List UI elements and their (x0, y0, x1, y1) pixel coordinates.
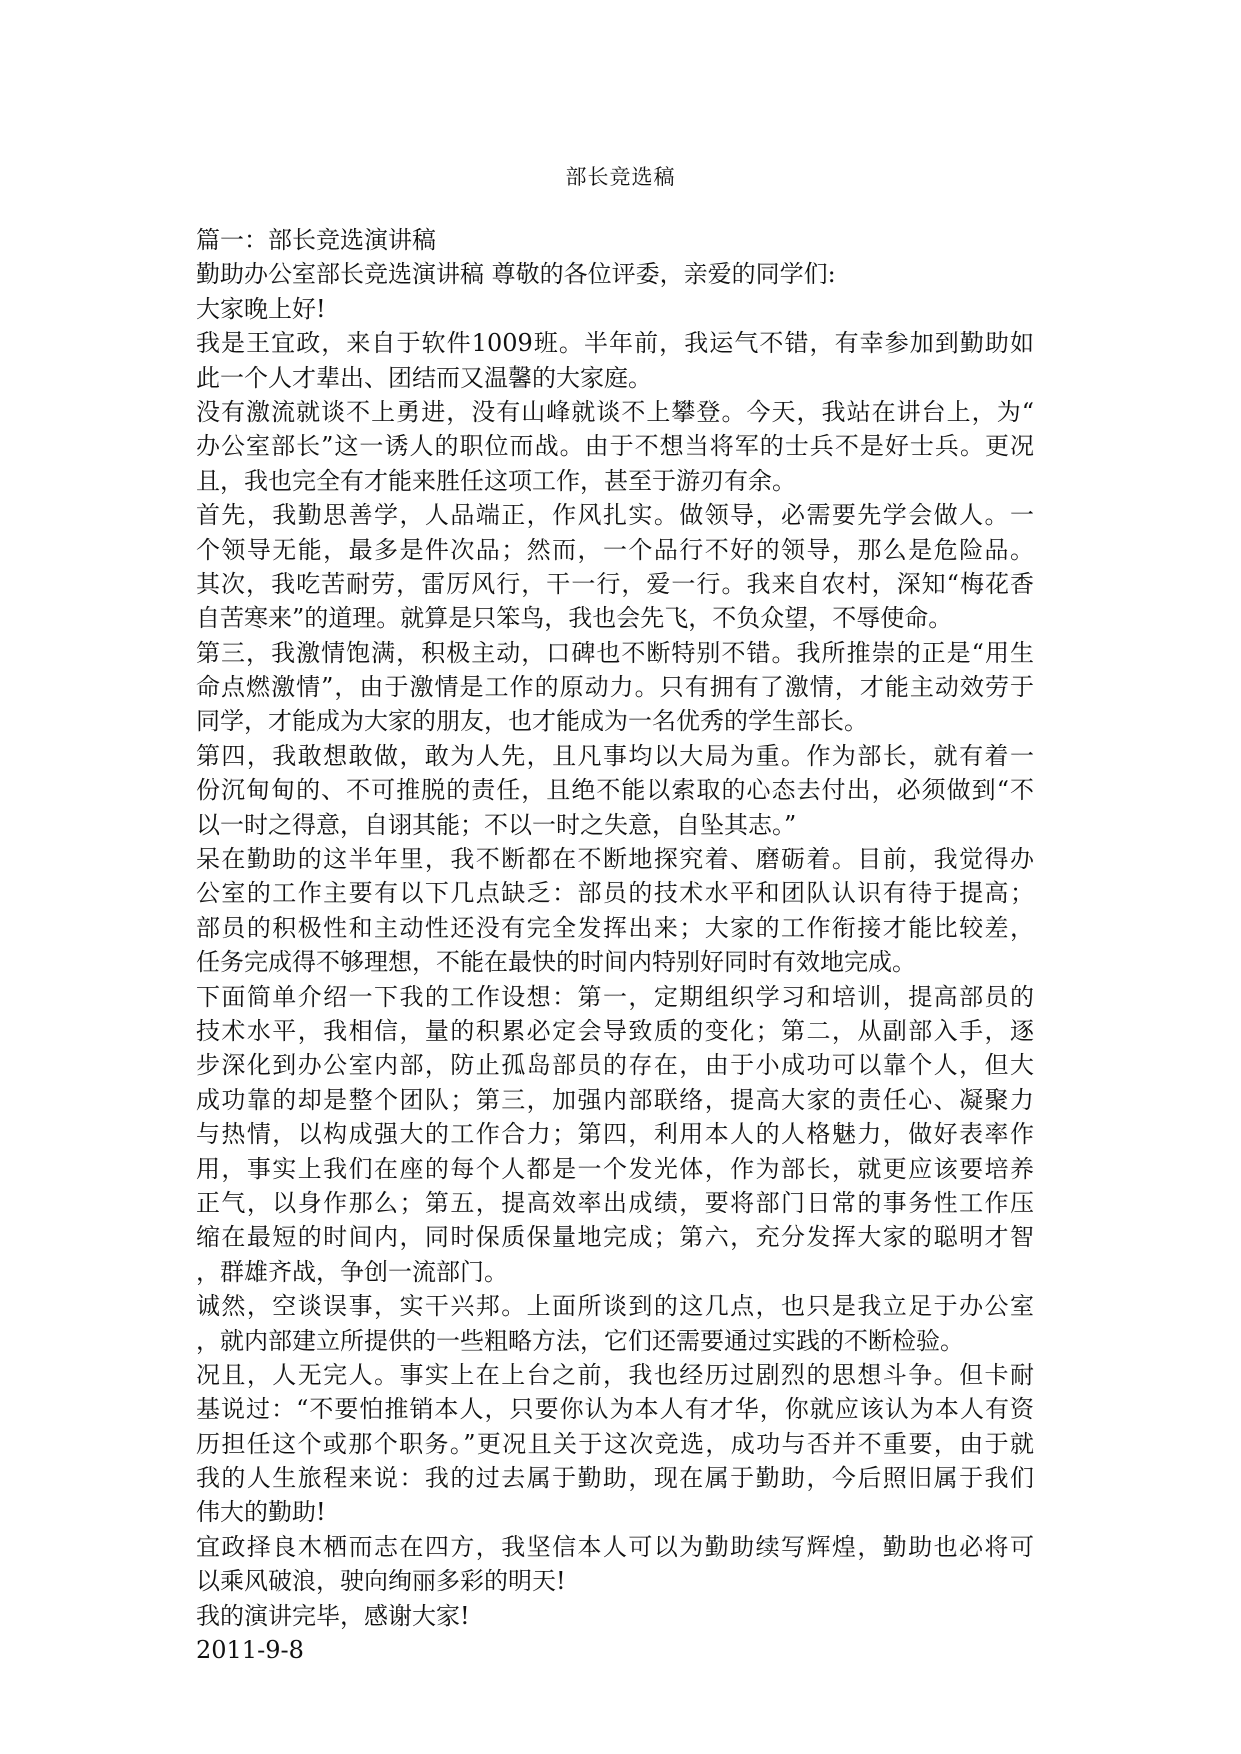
text-line: ，群雄齐战，争创一流部门。 (196, 1257, 508, 1286)
text-line: 同学，才能成为大家的朋友，也才能成为一名优秀的学生部长。 (196, 707, 868, 736)
text-line: 以乘风破浪，驶向绚丽多彩的明天! (196, 1567, 566, 1596)
text-line: 历担任这个或那个职务。”更况且关于这次竞选，成功与否并不重要，由于就 (196, 1429, 1034, 1458)
text-line: 命点燃激情”，由于激情是工作的原动力。只有拥有了激情，才能主动效劳于 (196, 673, 1034, 702)
text-line: 用，事实上我们在座的每个人都是一个发光体，作为部长，就更应该要培养 (196, 1154, 1034, 1183)
text-line: 以一时之得意，自诩其能；不以一时之失意，自坠其志。” (196, 810, 797, 839)
text-line: 大家晚上好! (196, 294, 326, 323)
text-line: 没有激流就谈不上勇进，没有山峰就谈不上攀登。今天，我站在讲台上，为“ (196, 397, 1034, 426)
text-line: 况且，人无完人。事实上在上台之前，我也经历过剧烈的思想斗争。但卡耐 (196, 1360, 1034, 1389)
text-line: 步深化到办公室内部，防止孤岛部员的存在，由于小成功可以靠个人，但大 (196, 1051, 1034, 1080)
text-line: 基说过：“不要怕推销本人，只要你认为本人有才华，你就应该认为本人有资 (196, 1395, 1034, 1424)
text-line: 任务完成得不够理想，不能在最快的时间内特别好同时有效地完成。 (196, 948, 916, 977)
text-line: 份沉甸甸的、不可推脱的责任，且绝不能以索取的心态去付出，必须做到“不 (196, 776, 1034, 805)
text-line: 篇一：部长竞选演讲稿 (196, 226, 436, 254)
text-line: 2011-9-8 (196, 1636, 304, 1665)
text-line: 缩在最短的时间内，同时保质保量地完成；第六，充分发挥大家的聪明才智 (196, 1223, 1034, 1252)
text-line: 呆在勤助的这半年里，我不断都在不断地探究着、磨砺着。目前，我觉得办 (196, 845, 1034, 874)
text-line: 诚然，空谈误事，实干兴邦。上面所谈到的这几点，也只是我立足于办公室 (196, 1292, 1034, 1321)
text-line: 部员的积极性和主动性还没有完全发挥出来；大家的工作衔接才能比较差， (196, 913, 1034, 942)
text-line: 且，我也完全有才能来胜任这项工作，甚至于游刃有余。 (196, 466, 796, 495)
text-line: 个领导无能，最多是件次品；然而，一个品行不好的领导，那么是危险品。 (196, 535, 1034, 564)
text-line: ，就内部建立所提供的一些粗略方法，它们还需要通过实践的不断检验。 (196, 1326, 964, 1355)
text-line: 此一个人才辈出、团结而又温馨的大家庭。 (196, 363, 652, 392)
text-line: 与热情，以构成强大的工作合力；第四，利用本人的人格魅力，做好表率作 (196, 1120, 1034, 1149)
text-line: 勤助办公室部长竞选演讲稿 尊敬的各位评委，亲爱的同学们: (196, 260, 836, 289)
text-line: 正气，以身作那么；第五，提高效率出成绩，要将部门日常的事务性工作压 (196, 1188, 1034, 1217)
text-line: 自苦寒来”的道理。就算是只笨鸟，我也会先飞，不负众望，不辱使命。 (196, 604, 953, 633)
text-line: 其次，我吃苦耐劳，雷厉风行，干一行，爱一行。我来自农村，深知“梅花香 (196, 569, 1034, 598)
text-line: 下面简单介绍一下我的工作设想：第一，定期组织学习和培训，提高部员的 (196, 982, 1034, 1011)
text-line: 成功靠的却是整个团队；第三，加强内部联络，提高大家的责任心、凝聚力 (196, 1085, 1034, 1114)
text-line: 首先，我勤思善学，人品端正，作风扎实。做领导，必需要先学会做人。一 (196, 501, 1034, 530)
text-line: 技术水平，我相信，量的积累必定会导致质的变化；第二，从副部入手，逐 (196, 1016, 1034, 1045)
document-title: 部长竞选稿 (565, 165, 676, 189)
text-line: 我的人生旅程来说：我的过去属于勤助，现在属于勤助，今后照旧属于我们 (196, 1464, 1034, 1493)
text-line: 宜政择良木栖而志在四方，我坚信本人可以为勤助续写辉煌，勤助也必将可 (196, 1532, 1034, 1561)
text-line: 公室的工作主要有以下几点缺乏：部员的技术水平和团队认识有待于提高； (196, 879, 1034, 908)
document-body (196, 223, 1034, 1667)
text-line: 我的演讲完毕，感谢大家! (196, 1601, 470, 1630)
text-line: 我是王宜政，来自于软件1009班。半年前，我运气不错，有幸参加到勤助如 (196, 329, 1034, 358)
text-line: 办公室部长”这一诱人的职位而战。由于不想当将军的士兵不是好士兵。更况 (196, 432, 1034, 461)
text-line: 第三，我激情饱满，积极主动，口碑也不断特别不错。我所推崇的正是“用生 (196, 638, 1034, 667)
text-line: 伟大的勤助! (196, 1498, 326, 1527)
text-line: 第四，我敢想敢做，敢为人先，且凡事均以大局为重。作为部长，就有着一 (196, 741, 1034, 770)
